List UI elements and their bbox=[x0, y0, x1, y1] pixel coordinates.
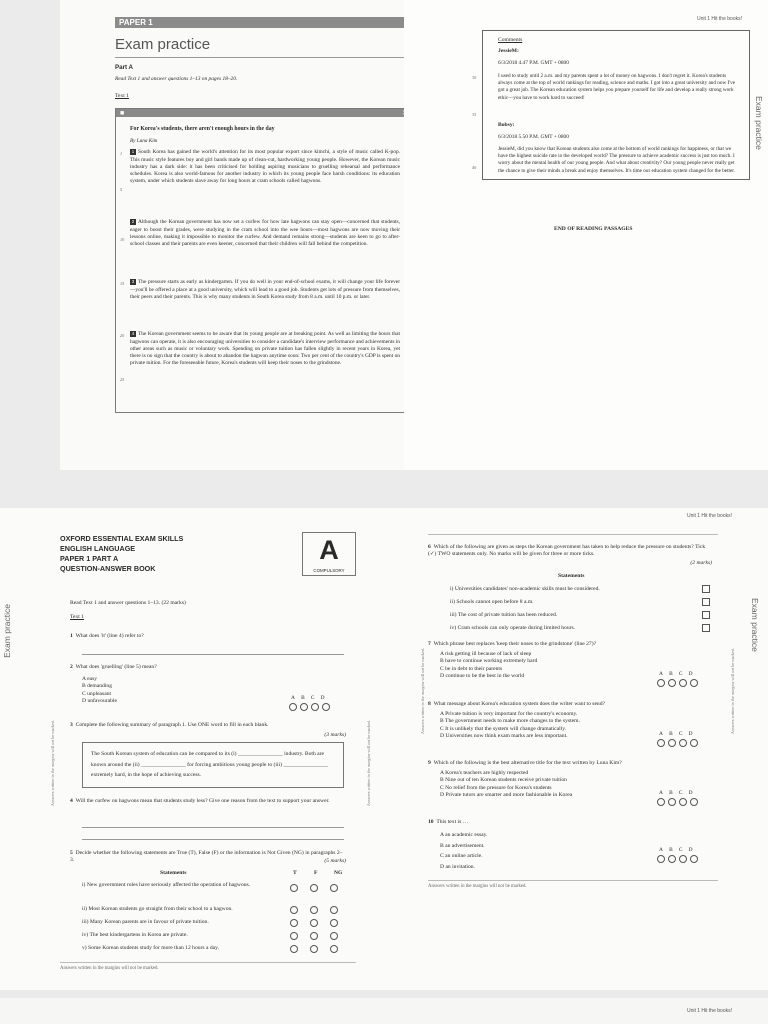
article-paragraph: 1 South Korea has gained the world's attention for its most popular export since kimchi, a style of music called K-pop. This music style features boy and girl bands made up of clean-cut, hardworking young people. However, the Korean music industry has a dark side: it has been criticised for holding aspiring musicians to gruelling rehearsal and performance schedules. Korea is also world-famous for another industry in which its young people face harsh conditions: its education system, under which students slave away for long hours at cram schools called hagwons. bbox=[130, 149, 400, 185]
statement-row: v) Some Korean students study for more than 12 hours a day. bbox=[82, 945, 219, 951]
option-list: A an academic essay. B an advertisement. C an online article. D an invitation. bbox=[440, 832, 488, 870]
comments-label: Comments bbox=[498, 37, 523, 43]
answer-line[interactable] bbox=[82, 827, 344, 828]
compulsory-label: COMPULSORY bbox=[313, 568, 345, 573]
comment-user: JessieM: bbox=[498, 48, 519, 54]
line-number: 25 bbox=[120, 377, 125, 382]
abcd-labels: ABCD bbox=[659, 731, 699, 737]
line-number: 1 bbox=[120, 151, 123, 156]
book-header: OXFORD ESSENTIAL EXAM SKILLS ENGLISH LANGUAGE PAPER 1 PART A QUESTION-ANSWER BOOK bbox=[60, 534, 184, 573]
article-paragraph: 4 The Korean government seems to be aware that its young people are at breaking point. As well as limiting the hours that hagwons can operate, it is also encouraging universities to consider a candidate's interview performance and achievements in other areas such as music or voluntary work. Spending on private tuition has fallen slightly in recent years in Korea, yet there is no sign that the country is about to abandon the hagwon anytime soon: Two per cent of the country's GDP is spent on private tuition. For the foreseeable future, Korea's students will keep their noses to the grindstone. bbox=[130, 331, 400, 367]
line-number: 15 bbox=[120, 281, 125, 286]
article-window-titlebar bbox=[116, 109, 412, 117]
side-tab: Exam practice bbox=[2, 604, 12, 658]
statement-row: i) New government rules have seriously affected the operation of hagwons. bbox=[82, 882, 251, 888]
question-6: 6 Which of the following are given as steps the Korean government has taken to help reduce the pressure on students? Tick (✓) TWO statements only. No marks will be given for three or more ticks. bbox=[428, 544, 706, 558]
page-question-book-1 bbox=[0, 508, 384, 990]
page-title: Exam practice bbox=[115, 36, 211, 53]
summary-text[interactable]: The South Korean system of education can be compared to its (i) ________________ industry. Both are known around the (ii) ________________ for forcing ambitious young people to (iii) ________________ extremely hard, in the hope of achieving success. bbox=[91, 751, 329, 778]
text-label: Text 1 bbox=[115, 93, 130, 99]
answer-circles[interactable] bbox=[657, 855, 698, 863]
question-7: 7 Which phrase best replaces 'keep their noses to the grindstone' (line 27)? bbox=[428, 641, 597, 647]
margin-note: Answers written in the margins will not be marked. bbox=[420, 648, 425, 735]
question-2: 2 What does 'gruelling' (line 5) mean? bbox=[70, 664, 157, 670]
compulsory-box bbox=[302, 532, 356, 576]
statement-row: ii) Schools cannot open before 8 a.m. bbox=[450, 599, 534, 605]
margin-note: Answers written in the margins will not be marked. bbox=[366, 720, 371, 807]
marks: (3 marks) bbox=[324, 732, 346, 738]
option-list: A Private tuition is very important for the country's economy. B The government needs to make more changes to the system. C It is unlikely that the system will change dramatically. D Universities now think exam marks are less important. bbox=[440, 711, 580, 740]
answer-circles[interactable] bbox=[657, 679, 698, 687]
line-number: 10 bbox=[120, 237, 125, 242]
comment-timestamp: 6/3/2018 4.47 P.M. GMT + 0800 bbox=[498, 60, 569, 66]
page-footer: Answers written in the margins will not be marked. bbox=[60, 966, 159, 971]
page-question-book-2 bbox=[384, 508, 768, 990]
answer-circles[interactable] bbox=[289, 703, 330, 711]
comment-user: Bobsy: bbox=[498, 122, 515, 128]
article-paragraph: 2 Although the Korean government has now set a curfew for how late hagwons can stay open—concerned that students, eager to boost their grades, were studying in the cram school into the wee hours—most hagwons are now moving their lessons online, making it impossible to monitor the curfew. And demand remains strong—students are keen to go to after-school classes and their parents are even keener, concerned that their children will fall behind the competition. bbox=[130, 219, 400, 248]
page-exam-practice-text bbox=[60, 0, 404, 470]
tfng-circles[interactable] bbox=[290, 945, 338, 953]
article-paragraph: 3 The pressure starts as early as kindergarten. If you do well in your end-of-school exams, it will change your life forever—you'll be offered a place at a good university, which will lead to a good job. Students get lots of pressure from themselves, their peers and their parents. This is why many students in South Korea study from 8 a.m. until 10 p.m. or later. bbox=[130, 279, 400, 300]
marks: (5 marks) bbox=[324, 858, 346, 864]
page-comments bbox=[404, 0, 768, 470]
article-title: For Korea's students, there aren't enough hours in the day bbox=[130, 126, 275, 132]
page-footer: Answers written in the margins will not be marked. bbox=[428, 884, 527, 889]
window-square-icon: ■ bbox=[120, 109, 125, 117]
line-number: 30 bbox=[472, 75, 477, 80]
summary-box bbox=[82, 742, 344, 788]
part-heading: Part A bbox=[115, 64, 133, 71]
tfng-circles[interactable] bbox=[290, 932, 338, 940]
big-letter: A bbox=[319, 535, 339, 565]
margin-note: Answers written in the margins will not be marked. bbox=[730, 648, 735, 735]
question-8: 8 What message about Korea's education system does the writer want to send? bbox=[428, 701, 606, 707]
comment-timestamp: 6/3/2018 5.50 P.M. GMT + 0800 bbox=[498, 134, 569, 140]
statements-label: Statements bbox=[160, 870, 187, 876]
line-number: 5 bbox=[120, 187, 123, 192]
running-header: Unit 1 Hit the books! bbox=[686, 1008, 732, 1014]
question-5: 5 Decide whether the following statements are True (T), False (F) or the information is Not Given (NG) in paragraphs 2–3. bbox=[70, 850, 343, 864]
tfng-circles[interactable] bbox=[290, 919, 338, 927]
option-list: A easy B demanding C unpleasant D unfavourable bbox=[82, 676, 117, 705]
article-byline: By Luna Kim bbox=[130, 138, 158, 144]
question-10: 10 This text is … bbox=[428, 819, 469, 825]
article-window bbox=[115, 108, 413, 413]
line-number: 40 bbox=[472, 165, 477, 170]
question-3: 3 Complete the following summary of paragraph 1. Use ONE word to fill in each blank. bbox=[70, 722, 269, 728]
statement-row: iii) The cost of private tuition has been reduced. bbox=[450, 612, 558, 618]
option-list: A Korea's teachers are highly respected B Nine out of ten Korean students receive private tuition C No relief from the pressure for Korea's students D Private tutors are smarter and more fashionable in Korea bbox=[440, 770, 573, 799]
text-label: Text 1 bbox=[70, 614, 85, 620]
abcd-labels: ABCD bbox=[659, 847, 699, 853]
answer-line[interactable] bbox=[82, 654, 344, 655]
comments-box bbox=[482, 30, 750, 180]
running-header: Unit 1 Hit the books! bbox=[686, 513, 732, 519]
statements-label: Statements bbox=[558, 573, 585, 579]
side-tab: Exam practice bbox=[750, 598, 760, 652]
tick-box[interactable] bbox=[702, 598, 710, 606]
footer-rule bbox=[428, 880, 718, 881]
tf-header-t: T bbox=[293, 870, 297, 876]
tfng-circles[interactable] bbox=[290, 906, 338, 914]
tfng-circles[interactable] bbox=[290, 884, 338, 892]
instruction-text: Read Text 1 and answer questions 1–13 on pages 18–20. bbox=[115, 76, 238, 82]
comment-text: I used to study until 2 a.m. and my parents spent a lot of money on hagwons. I don't regret it. Korea's students always come at the top of world rankings for reading, science and maths. I got into a great university and now I've got a great job. The Korean education system helps you prepare yourself for life and develop a really strong work ethic—you have to work hard to succeed! bbox=[498, 73, 736, 101]
tick-box[interactable] bbox=[702, 585, 710, 593]
side-tab: Exam practice bbox=[754, 96, 764, 150]
tf-header-f: F bbox=[314, 870, 318, 876]
comment-text: JessieM, did you know that Korean students also come at the bottom of world rankings for happiness, or that we have the highest suicide rate in the developed world? The pressure to achieve academic success is just too much. I worry about the mental health of our young people. And what about creativity? Our young people never really get the chance to give their minds a break and enjoy themselves. It's time our education system changed for the better. bbox=[498, 146, 736, 174]
end-of-passages: END OF READING PASSAGES bbox=[554, 226, 633, 232]
paper-tag: PAPER 1 bbox=[115, 17, 411, 28]
statement-row: iii) Many Korean parents are in favour of private tuition. bbox=[82, 919, 209, 925]
answer-line[interactable] bbox=[82, 839, 344, 840]
line-number: 35 bbox=[472, 112, 477, 117]
title-divider bbox=[115, 57, 411, 58]
answer-circles[interactable] bbox=[657, 798, 698, 806]
abcd-labels: ABCD bbox=[659, 790, 699, 796]
margin-note: Answers written in the margins will not be marked. bbox=[50, 720, 55, 807]
statement-row: i) Universities candidates' non-academic skills must be considered. bbox=[450, 586, 600, 592]
tick-box[interactable] bbox=[702, 624, 710, 632]
statement-row: ii) Most Korean students go straight from their school to a hagwon. bbox=[82, 906, 233, 912]
tick-box[interactable] bbox=[702, 611, 710, 619]
statement-row: iv) The best kindergartens in Korea are private. bbox=[82, 932, 188, 938]
question-1: 1 What does 'it' (line 4) refer to? bbox=[70, 633, 144, 639]
abcd-labels: ABCD bbox=[659, 671, 699, 677]
running-header: Unit 1 Hit the books! bbox=[696, 16, 742, 22]
answer-circles[interactable] bbox=[657, 739, 698, 747]
line-number: 20 bbox=[120, 333, 125, 338]
abcd-labels: ABCD bbox=[291, 695, 331, 701]
question-intro: Read Text 1 and answer questions 1–13. (22 marks) bbox=[70, 600, 186, 606]
page-next-cropped bbox=[0, 998, 768, 1024]
question-9: 9 Which of the following is the best alternative title for the text written by Luna Kim? bbox=[428, 760, 622, 766]
question-4: 4 Will the curfew on hagwons mean that students study less? Give one reason from the text to support your answer. bbox=[70, 798, 330, 804]
statement-row: iv) Cram schools can only operate during limited hours. bbox=[450, 625, 576, 631]
header-rule bbox=[428, 534, 718, 535]
option-list: A risk getting ill because of lack of sleep B have to continue working extremely hard C be in debt to their parents D continue to be the best in the world bbox=[440, 651, 538, 680]
footer-rule bbox=[60, 962, 356, 963]
tf-header-ng: NG bbox=[334, 870, 343, 876]
marks: (2 marks) bbox=[690, 560, 712, 566]
